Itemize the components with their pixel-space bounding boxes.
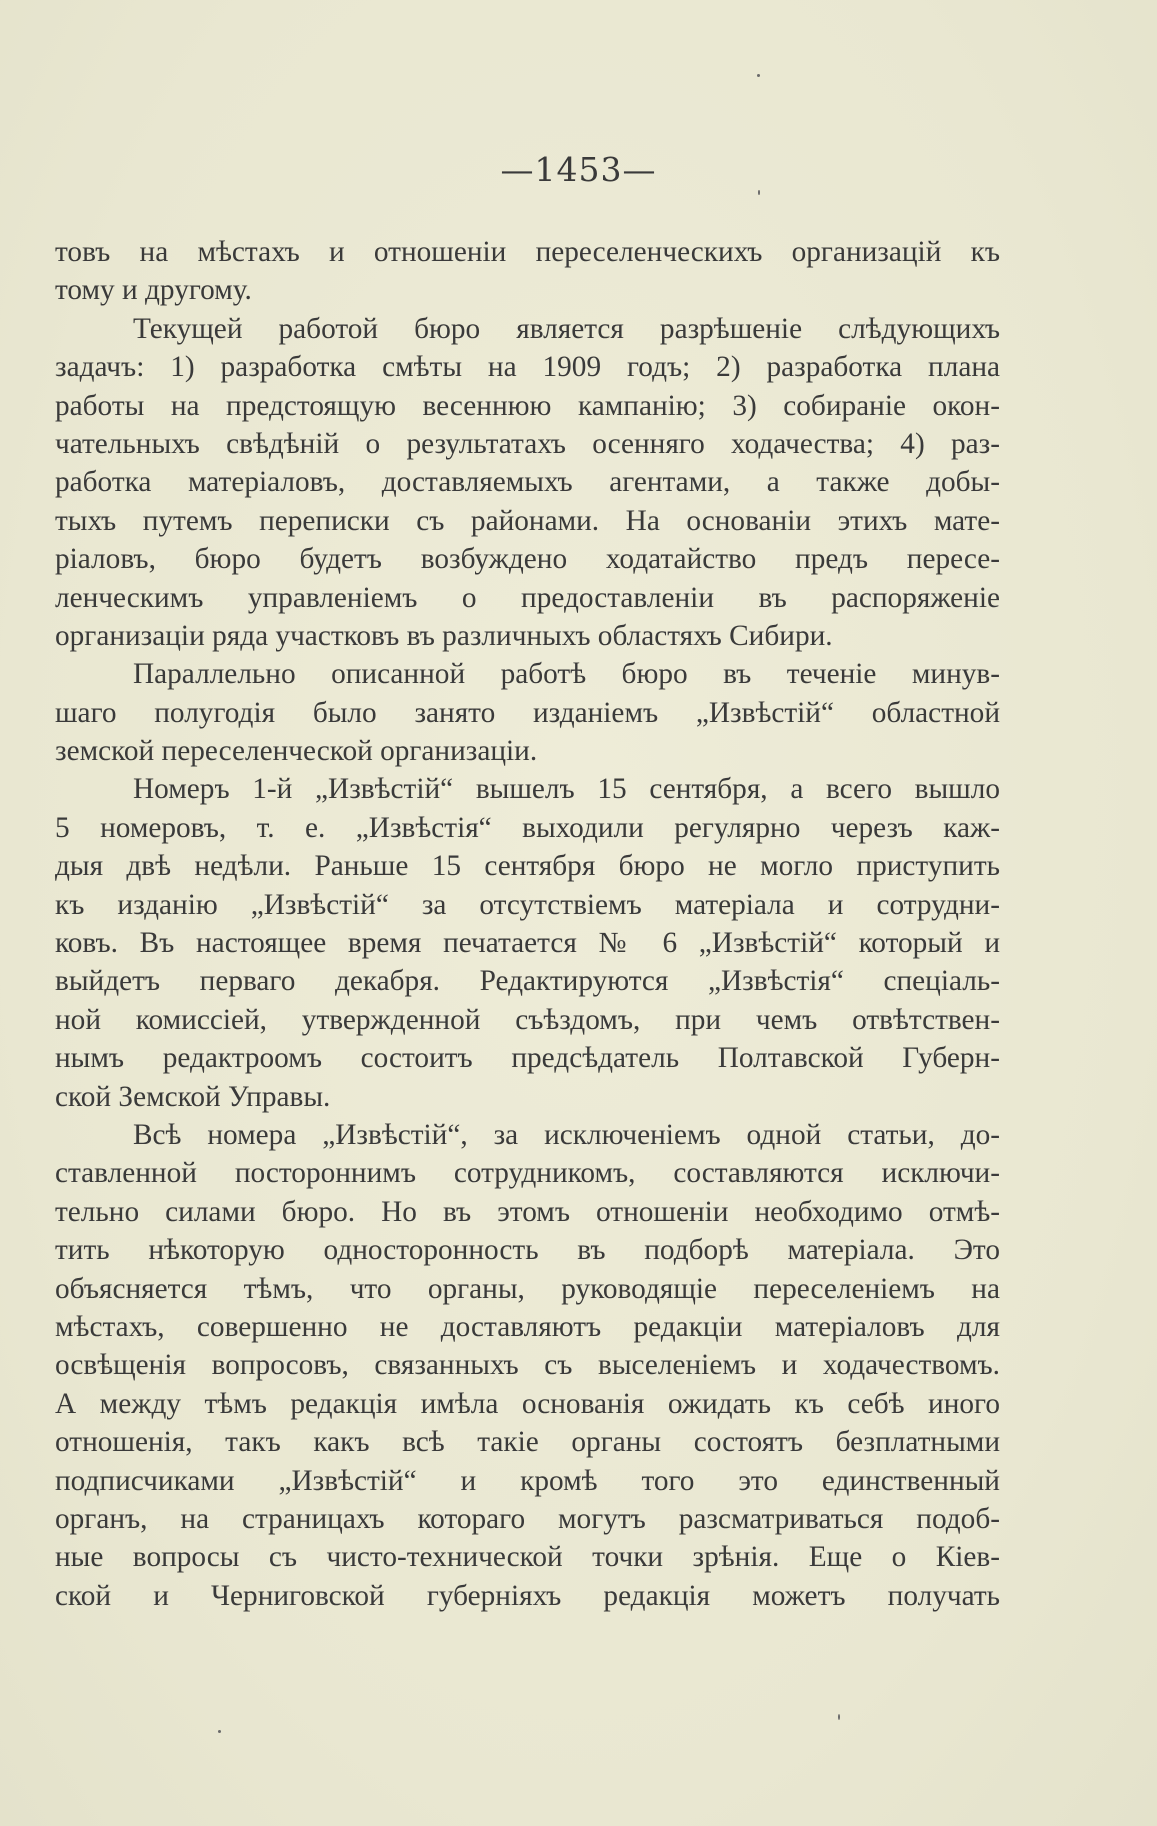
text-line: чательныхъ свѣдѣній о результатахъ осенняго ходачества; 4) раз- <box>55 427 1000 460</box>
text-line: тому и другому. <box>55 274 252 307</box>
text-line: мѣстахъ, совершенно не доставляютъ редакціи матеріаловъ для <box>55 1310 1000 1343</box>
text-line: Параллельно описанной работѣ бюро въ теченіе минув- <box>133 658 1000 691</box>
text-line: ставленной постороннимъ сотрудникомъ, составляются исключи- <box>55 1157 1000 1190</box>
text-line: ской и Черниговской губерніяхъ редакція можетъ получать <box>55 1579 1000 1612</box>
text-line: ные вопросы съ чисто-технической точки зрѣнія. Еще о Кіев- <box>55 1541 1000 1574</box>
text-line: 5 номеровъ, т. е. „Извѣстія“ выходили регулярно черезъ каж- <box>55 811 1000 844</box>
text-line: къ изданію „Извѣстій“ за отсутствіемъ матеріала и сотрудни- <box>55 888 1000 921</box>
dust-speck <box>838 1714 840 1720</box>
dust-speck <box>758 190 760 195</box>
text-line: освѣщенія вопросовъ, связанныхъ съ выселеніемъ и ходачествомъ. <box>55 1349 1000 1382</box>
text-line: подписчиками „Извѣстій“ и кромѣ того это единственный <box>55 1464 1000 1497</box>
text-line: работка матеріаловъ, доставляемыхъ агентами, а также добы- <box>55 466 1000 499</box>
text-line: Текущей работой бюро является разрѣшеніе слѣдующихъ <box>133 312 1000 345</box>
dust-speck <box>218 1730 221 1733</box>
text-line: Всѣ номера „Извѣстій“, за исключеніемъ одной статьи, до- <box>133 1118 1000 1151</box>
text-line: тельно силами бюро. Но въ этомъ отношеніи необходимо отмѣ- <box>55 1195 1000 1228</box>
text-line: ріаловъ, бюро будетъ возбуждено ходатайство предъ пересе- <box>55 543 1000 576</box>
text-line: выйдетъ перваго декабря. Редактируются „Извѣстія“ спеціаль- <box>55 965 1000 998</box>
text-line: ленческимъ управленіемъ о предоставленіи въ распоряженіе <box>55 581 1000 614</box>
text-line: дыя двѣ недѣли. Раньше 15 сентября бюро не могло приступить <box>55 850 1000 883</box>
text-line: тить нѣкоторую односторонность въ подборѣ матеріала. Это <box>55 1234 1000 1267</box>
text-line: товъ на мѣстахъ и отношеніи переселенческихъ организацій къ <box>55 236 1000 268</box>
text-line: ковъ. Въ настоящее время печатается № 6 „Извѣстій“ который и <box>55 927 1000 960</box>
text-line: ской Земской Управы. <box>55 1080 331 1113</box>
text-line: нымъ редактроомъ состоитъ предсѣдатель Полтавской Губерн- <box>55 1042 1000 1075</box>
body-text <box>55 233 1000 1615</box>
text-line: органъ, на страницахъ котораго могутъ разсматриваться подоб- <box>55 1502 1000 1535</box>
text-line: ной комиссіей, утвержденной съѣздомъ, при чемъ отвѣтствен- <box>55 1003 1000 1036</box>
text-line: шаго полугодія было занято изданіемъ „Извѣстій“ областной <box>55 696 1000 729</box>
text-line: А между тѣмъ редакція имѣла основанія ожидать къ себѣ иного <box>55 1387 1000 1420</box>
text-line: задачъ: 1) разработка смѣты на 1909 годъ; 2) разработка плана <box>55 351 1000 384</box>
text-line: работы на предстоящую весеннюю кампанію; 3) собираніе окон- <box>55 389 1000 422</box>
text-line: отношенія, такъ какъ всѣ такіе органы состоятъ безплатными <box>55 1426 1000 1459</box>
page-number: —1453— <box>500 150 657 189</box>
text-line: объясняется тѣмъ, что органы, руководящіе переселеніемъ на <box>55 1272 1000 1305</box>
text-line: земской переселенческой организаціи. <box>55 735 538 768</box>
text-line: тыхъ путемъ переписки съ районами. На основаніи этихъ мате- <box>55 504 1000 537</box>
text-line: организаціи ряда участковъ въ различныхъ областяхъ Сибири. <box>55 619 833 652</box>
dust-speck <box>757 74 760 77</box>
text-line: Номеръ 1-й „Извѣстій“ вышелъ 15 сентября, а всего вышло <box>133 773 1000 806</box>
